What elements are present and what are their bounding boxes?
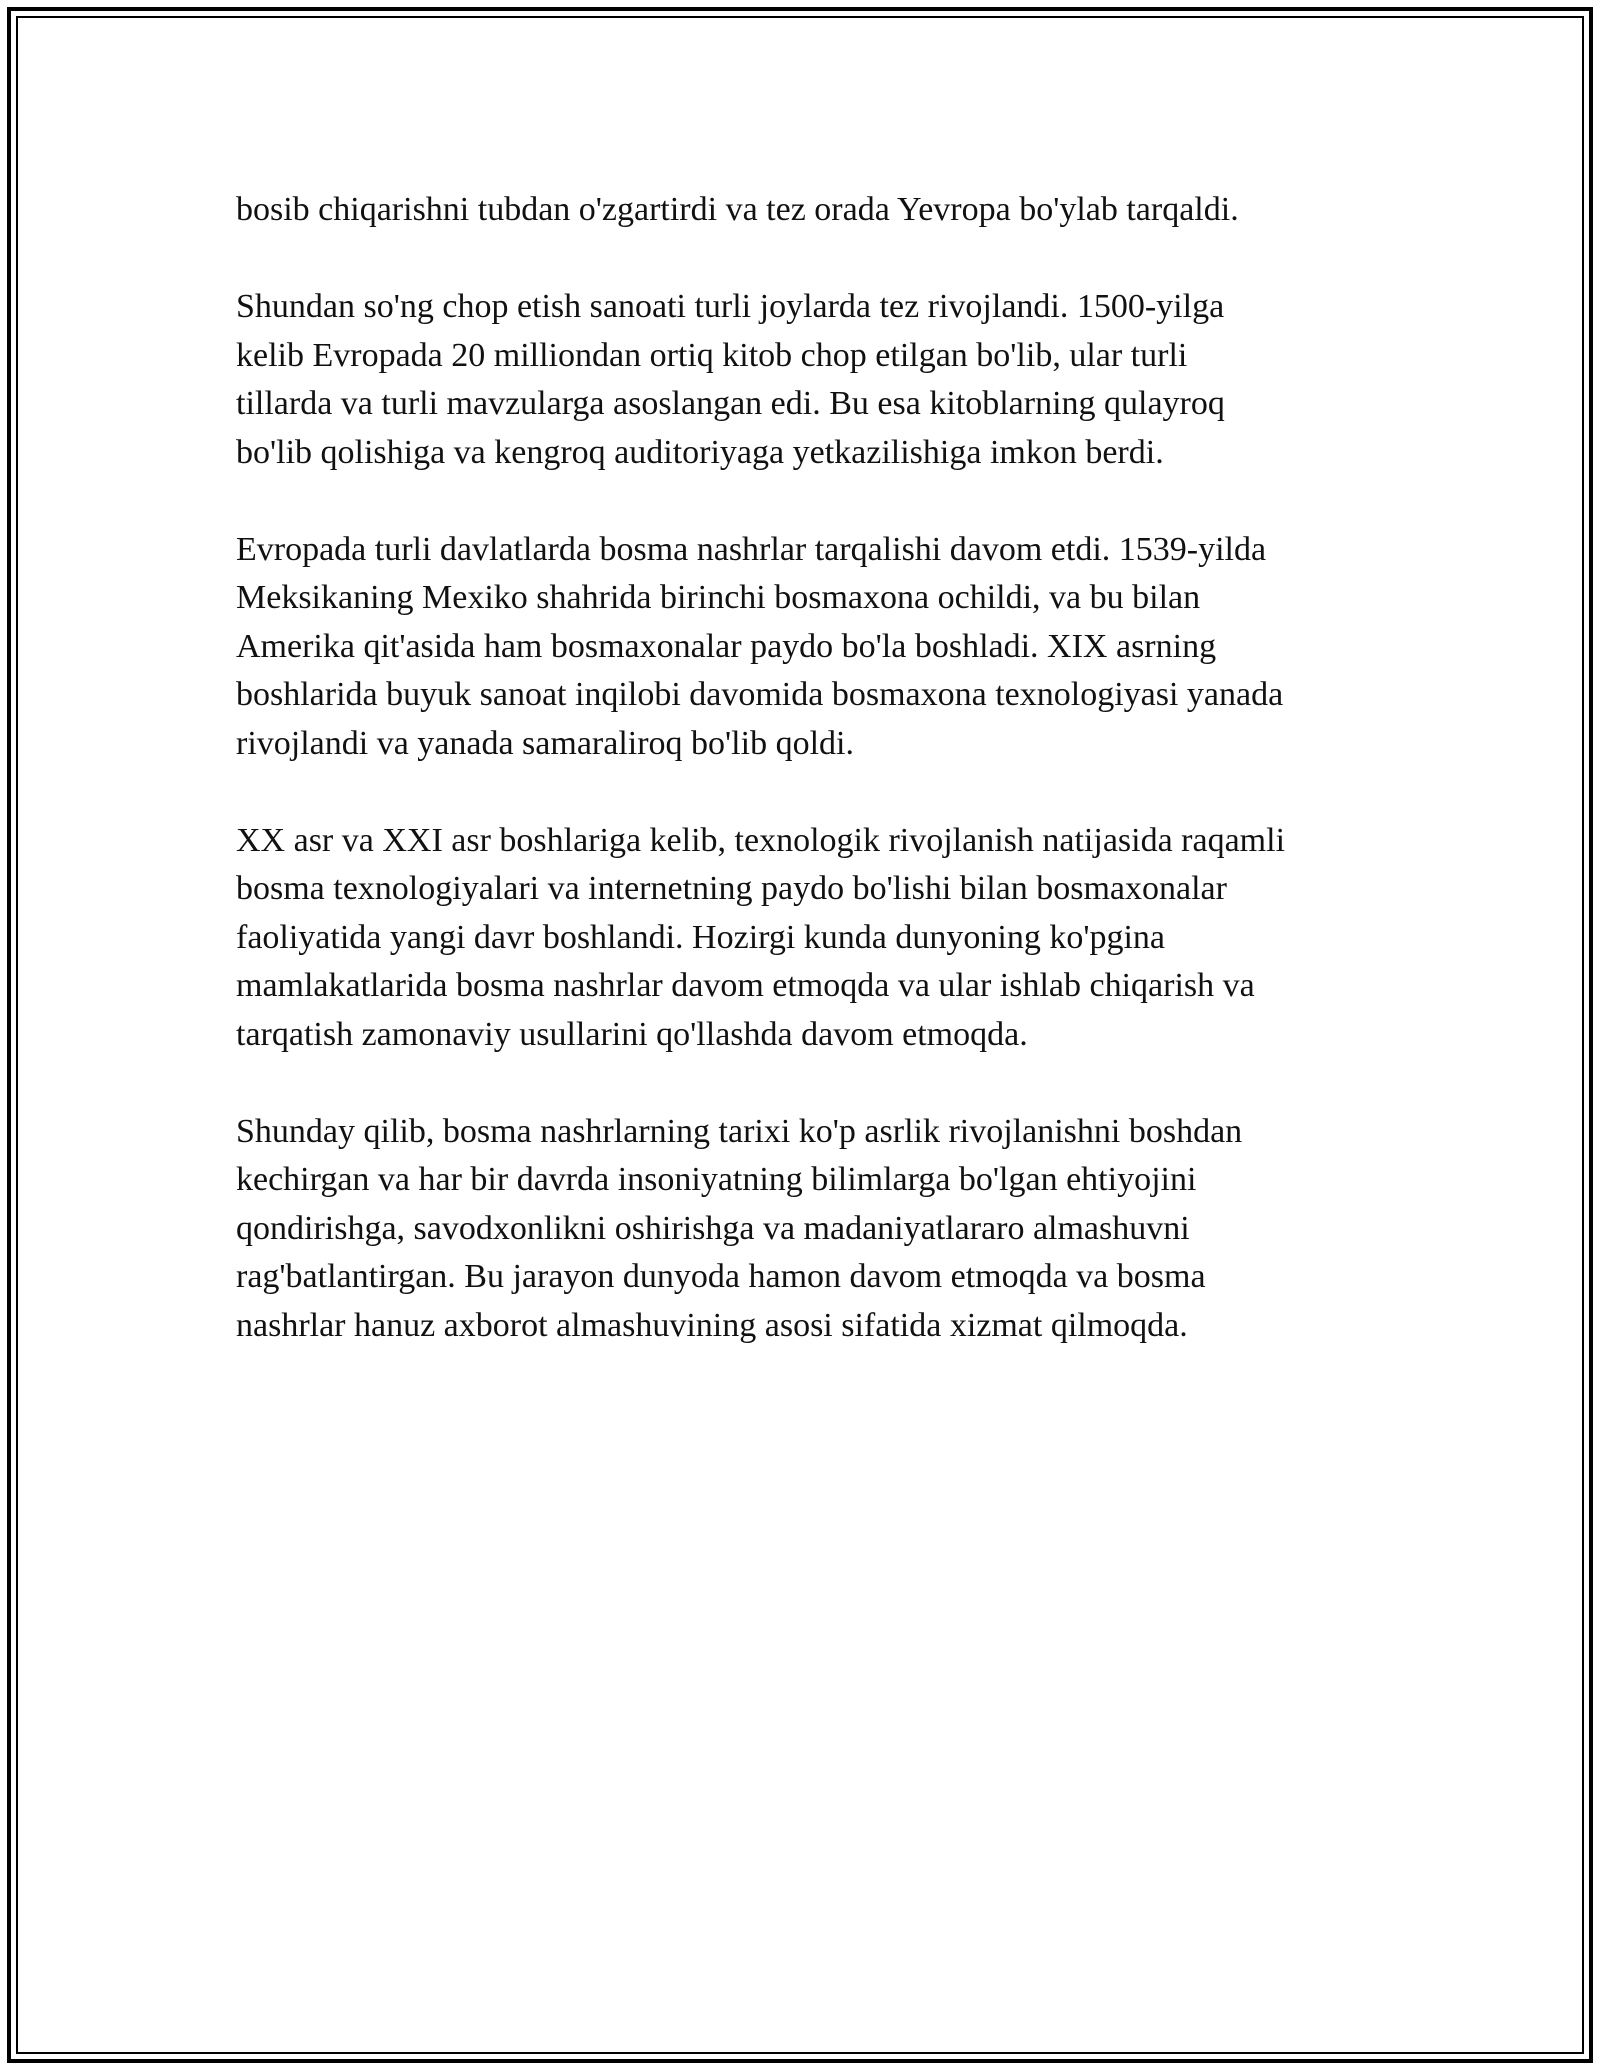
- text-line: bosib chiqarishni tubdan o'zgartirdi va tez orada Yevropa bo'ylab tarqaldi.: [236, 191, 1239, 228]
- text-line: tillarda va turli mavzularga asoslangan edi. Bu esa kitoblarning qulayroq: [236, 385, 1225, 422]
- text-line: bo'lib qolishiga va kengroq auditoriyaga yetkazilishiga imkon berdi.: [236, 433, 1164, 471]
- paragraph-3: [236, 526, 1396, 769]
- text-line: rag'batlantirgan. Bu jarayon dunyoda hamon davom etmoqda va bosma: [236, 1258, 1206, 1295]
- text-line: Amerika qit'asida ham bosmaxonalar paydo bo'la boshladi. XIX asrning: [236, 627, 1217, 665]
- text-line: qondirishga, savodxonlikni oshirishga va madaniyatlararo almashuvni: [236, 1209, 1190, 1247]
- text-line: bosma texnologiyalari va internetning paydo bo'lishi bilan bosmaxonalar: [236, 870, 1227, 907]
- paragraph-4: [236, 817, 1396, 1060]
- text-line: mamlakatlarida bosma nashrlar davom etmoqda va ular ishlab chiqarish va: [236, 967, 1255, 1004]
- text-line: tarqatish zamonaviy usullarini qo'llashda davom etmoqda.: [236, 1015, 1028, 1053]
- text-line: faoliyatida yangi davr boshlandi. Hozirgi kunda dunyoning ko'pgina: [236, 918, 1165, 956]
- text-line: nashrlar hanuz axborot almashuvining asosi sifatida xizmat qilmoqda.: [236, 1306, 1188, 1344]
- text-line: kechirgan va har bir davrda insoniyatning bilimlarga bo'lgan ehtiyojini: [236, 1161, 1197, 1198]
- text-line: XX asr va XXI asr boshlariga kelib, texnologik rivojlanish natijasida raqamli: [236, 821, 1286, 859]
- text-line: boshlarida buyuk sanoat inqilobi davomida bosmaxona texnologiyasi yanada: [236, 676, 1284, 713]
- text-line: Evropada turli davlatlarda bosma nashrlar tarqalishi davom etdi. 1539-yilda: [236, 530, 1267, 568]
- text-line: Meksikaning Mexiko shahrida birinchi bosmaxona ochildi, va bu bilan: [236, 579, 1201, 616]
- paragraph-2: [236, 283, 1396, 477]
- text-line: Shundan so'ng chop etish sanoati turli joylarda tez rivojlandi. 1500-yilga: [236, 288, 1225, 325]
- text-line: rivojlandi va yanada samaraliroq bo'lib qoldi.: [236, 724, 854, 762]
- paragraph-5: [236, 1108, 1396, 1351]
- text-line: Shunday qilib, bosma nashrlarning tarixi ko'p asrlik rivojlanishni boshdan: [236, 1112, 1243, 1150]
- text-line: kelib Evropada 20 milliondan ortiq kitob chop etilgan bo'lib, ular turli: [236, 336, 1188, 374]
- document-body: [236, 186, 1396, 1399]
- paragraph-1: [236, 186, 1396, 235]
